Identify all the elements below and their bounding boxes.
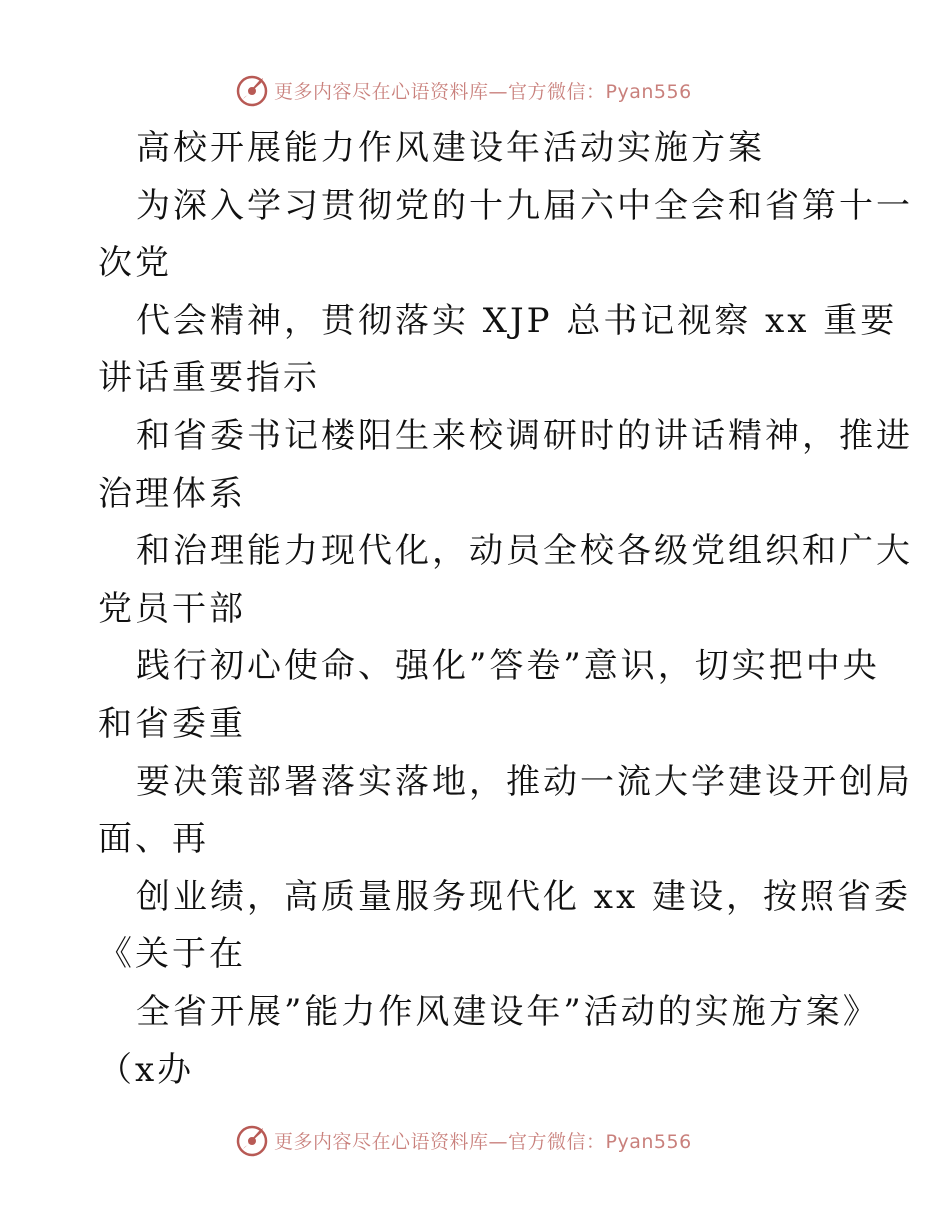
paragraph-line: （x办: [98, 1049, 195, 1090]
document-body: [98, 120, 913, 1099]
paragraph-line: 代会精神，贯彻落实 XJP 总书记视察 xx 重要: [136, 300, 898, 341]
paragraph-line: 面、再: [98, 819, 209, 860]
paragraph-line: 全省开展”能力作风建设年”活动的实施方案》: [136, 991, 880, 1032]
header-watermark: [234, 70, 692, 110]
footer-watermark: [234, 1120, 692, 1160]
watermark-text: 更多内容尽在心语资料库—官方微信：Pyan556: [274, 80, 692, 103]
paragraph-line: 为深入学习贯彻党的十九届六中全会和省第十一: [136, 185, 913, 226]
paragraph-line: 党员干部: [98, 588, 246, 629]
paragraph-line: 践行初心使命、强化”答卷”意识，切实把中央: [136, 646, 880, 687]
document-title: 高校开展能力作风建设年活动实施方案: [136, 128, 765, 168]
paragraph-line: 要决策部署落实落地，推动一流大学建设开创局: [136, 761, 913, 802]
paragraph-line: 创业绩，高质量服务现代化 xx 建设，按照省委: [136, 876, 911, 917]
quill-seal-icon: [234, 72, 270, 108]
quill-seal-icon: [234, 1122, 270, 1158]
paragraph-line: 治理体系: [98, 473, 246, 514]
paragraph-line: 和省委书记楼阳生来校调研时的讲话精神，推进: [136, 415, 913, 456]
paragraph-line: 和省委重: [98, 703, 246, 744]
paragraph-line: 次党: [98, 243, 172, 284]
paragraph-line: 和治理能力现代化，动员全校各级党组织和广大: [136, 531, 913, 572]
paragraph-line: 《关于在: [98, 934, 246, 975]
watermark-text: 更多内容尽在心语资料库—官方微信：Pyan556: [274, 1130, 692, 1153]
paragraph-line: 讲话重要指示: [98, 358, 320, 399]
